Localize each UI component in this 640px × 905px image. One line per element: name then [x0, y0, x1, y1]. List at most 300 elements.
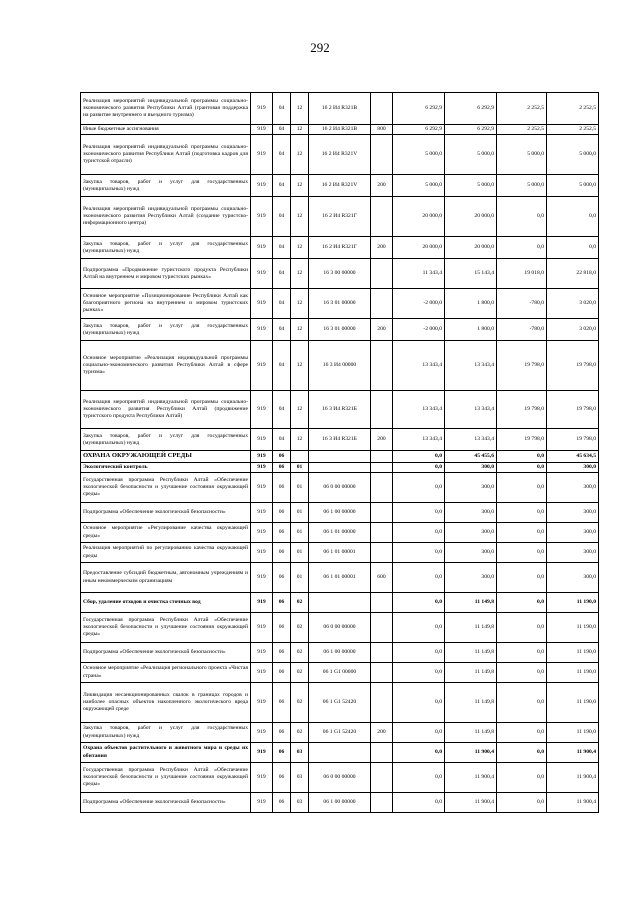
- row-expense-type: 200: [371, 237, 393, 259]
- row-amount-change-2: 0,0: [497, 451, 547, 463]
- row-admin-code: 919: [251, 643, 273, 663]
- table-row: [81, 613, 599, 643]
- row-amount-change-2: 0,0: [497, 593, 547, 613]
- row-section-code: 04: [273, 135, 291, 175]
- row-expense-type: [371, 462, 393, 472]
- row-amount-change-2: -780,0: [497, 319, 547, 341]
- row-admin-code: 919: [251, 429, 273, 451]
- row-subsection-code: 12: [291, 429, 309, 451]
- row-name: Основное мероприятие «Реализация индивидуальной программы социально-экономического развития Республики Алтай в сфере туризма»: [81, 341, 251, 391]
- row-amount-change-2: 0,0: [497, 743, 547, 763]
- row-amount-change-1: 0,0: [393, 743, 445, 763]
- row-expense-type: [371, 543, 393, 563]
- row-target-article: [309, 451, 371, 463]
- row-expense-type: [371, 289, 393, 319]
- row-amount-change-2: -780,0: [497, 289, 547, 319]
- table-row: [81, 473, 599, 503]
- row-name: Основное мероприятие «Реализация регионального проекта «Чистая страна»: [81, 663, 251, 683]
- row-subsection-code: 01: [291, 563, 309, 593]
- row-amount-change-2: 0,0: [497, 503, 547, 523]
- row-amount-total-2: 5 000,0: [547, 175, 599, 197]
- row-section-code: 06: [273, 451, 291, 463]
- row-name: Реализация мероприятий индивидуальной программы социально-экономического развития Республики Алтай (создание туристско-информационного центра): [81, 197, 251, 237]
- row-section-code: 06: [273, 763, 291, 793]
- table-row: [81, 543, 599, 563]
- row-section-code: 04: [273, 429, 291, 451]
- row-subsection-code: 01: [291, 462, 309, 472]
- row-admin-code: 919: [251, 135, 273, 175]
- row-amount-total-1: 300,0: [445, 503, 497, 523]
- row-subsection-code: 01: [291, 523, 309, 543]
- row-section-code: 06: [273, 613, 291, 643]
- row-name: Закупка товаров, работ и услуг для государственных (муниципальных) нужд: [81, 429, 251, 451]
- row-amount-total-1: 15 143,4: [445, 259, 497, 289]
- row-expense-type: [371, 259, 393, 289]
- row-amount-change-1: 5 000,0: [393, 135, 445, 175]
- row-subsection-code: 02: [291, 683, 309, 723]
- table-row: [81, 125, 599, 135]
- row-amount-change-1: 13 343,4: [393, 391, 445, 429]
- row-amount-change-1: 0,0: [393, 563, 445, 593]
- row-subsection-code: 12: [291, 319, 309, 341]
- table-row: [81, 663, 599, 683]
- row-target-article: 06 0 00 00000: [309, 613, 371, 643]
- row-target-article: 06 1 G1 52420: [309, 683, 371, 723]
- row-amount-total-1: 20 000,0: [445, 237, 497, 259]
- row-amount-change-2: 0,0: [497, 613, 547, 643]
- row-name: Закупка товаров, работ и услуг для государственных (муниципальных) нужд: [81, 319, 251, 341]
- row-subsection-code: 12: [291, 93, 309, 125]
- row-name: Охрана объектов растительного и животного мира и среды их обитания: [81, 743, 251, 763]
- row-amount-change-1: 20 000,0: [393, 197, 445, 237]
- row-amount-change-1: 0,0: [393, 451, 445, 463]
- row-expense-type: 200: [371, 429, 393, 451]
- row-expense-type: [371, 451, 393, 463]
- row-amount-total-2: 3 020,0: [547, 289, 599, 319]
- row-amount-total-1: 11 149,8: [445, 643, 497, 663]
- table-row: [81, 237, 599, 259]
- row-target-article: 06 1 00 00000: [309, 793, 371, 813]
- row-name: Иные бюджетные ассигнования: [81, 125, 251, 135]
- row-admin-code: 919: [251, 125, 273, 135]
- row-amount-total-1: 11 149,8: [445, 683, 497, 723]
- row-name: Государственная программа Республики Алтай «Обеспечение экологической безопасности и улучшение состояния окружающей среды»: [81, 763, 251, 793]
- row-amount-change-1: 0,0: [393, 643, 445, 663]
- row-subsection-code: 02: [291, 663, 309, 683]
- row-subsection-code: 12: [291, 259, 309, 289]
- row-expense-type: [371, 135, 393, 175]
- table-row: [81, 341, 599, 391]
- row-section-code: 04: [273, 93, 291, 125]
- row-amount-total-1: 13 343,4: [445, 341, 497, 391]
- row-name: Реализация мероприятий индивидуальной программы социально-экономического развития Республики Алтай (подготовка кадров для туристской отрасли): [81, 135, 251, 175]
- row-section-code: 06: [273, 793, 291, 813]
- row-amount-total-1: 11 900,4: [445, 793, 497, 813]
- row-admin-code: 919: [251, 237, 273, 259]
- row-target-article: 16 3 И4 R321Б: [309, 391, 371, 429]
- row-target-article: 06 1 G1 00000: [309, 663, 371, 683]
- row-name: ОХРАНА ОКРУЖАЮЩЕЙ СРЕДЫ: [81, 451, 251, 463]
- row-amount-total-2: 2 252,5: [547, 93, 599, 125]
- row-amount-change-1: 0,0: [393, 763, 445, 793]
- row-subsection-code: 02: [291, 643, 309, 663]
- row-amount-change-2: 0,0: [497, 523, 547, 543]
- row-section-code: 04: [273, 391, 291, 429]
- row-subsection-code: 12: [291, 289, 309, 319]
- row-expense-type: [371, 391, 393, 429]
- row-target-article: [309, 593, 371, 613]
- row-amount-total-1: 11 149,8: [445, 663, 497, 683]
- row-expense-type: [371, 341, 393, 391]
- row-amount-total-1: 300,0: [445, 563, 497, 593]
- row-amount-change-1: 0,0: [393, 473, 445, 503]
- row-amount-total-2: 300,0: [547, 473, 599, 503]
- row-expense-type: 200: [371, 175, 393, 197]
- row-subsection-code: 03: [291, 793, 309, 813]
- row-section-code: 04: [273, 197, 291, 237]
- row-admin-code: 919: [251, 503, 273, 523]
- row-admin-code: 919: [251, 663, 273, 683]
- row-target-article: 16 2 И4 R321V: [309, 135, 371, 175]
- row-expense-type: 600: [371, 563, 393, 593]
- budget-table: [80, 92, 599, 813]
- row-amount-change-2: 2 252,5: [497, 93, 547, 125]
- row-admin-code: 919: [251, 763, 273, 793]
- row-admin-code: 919: [251, 473, 273, 503]
- row-expense-type: [371, 743, 393, 763]
- row-expense-type: [371, 793, 393, 813]
- row-subsection-code: 12: [291, 135, 309, 175]
- row-amount-change-2: 19 018,0: [497, 259, 547, 289]
- row-section-code: 06: [273, 523, 291, 543]
- row-target-article: 16 3 01 00000: [309, 289, 371, 319]
- table-row: [81, 503, 599, 523]
- row-expense-type: [371, 613, 393, 643]
- row-amount-total-1: 1 800,0: [445, 289, 497, 319]
- row-subsection-code: 12: [291, 391, 309, 429]
- row-name: Подпрограмма «Обеспечение экологической безопасности»: [81, 793, 251, 813]
- row-amount-change-2: 0,0: [497, 723, 547, 743]
- row-section-code: 04: [273, 237, 291, 259]
- row-amount-change-1: 0,0: [393, 683, 445, 723]
- row-subsection-code: 02: [291, 613, 309, 643]
- row-amount-total-2: 300,0: [547, 563, 599, 593]
- row-name: Закупка товаров, работ и услуг для государственных (муниципальных) нужд: [81, 175, 251, 197]
- table-row: [81, 462, 599, 472]
- page-number: 292: [310, 40, 330, 55]
- row-name: Государственная программа Республики Алтай «Обеспечение экологической безопасности и улучшение состояния окружающей среды»: [81, 613, 251, 643]
- row-amount-total-2: 0,0: [547, 197, 599, 237]
- row-admin-code: 919: [251, 175, 273, 197]
- row-name: Закупка товаров, работ и услуг для государственных (муниципальных) нужд: [81, 723, 251, 743]
- row-subsection-code: 03: [291, 763, 309, 793]
- table-row: [81, 723, 599, 743]
- row-amount-total-2: 19 798,0: [547, 341, 599, 391]
- row-target-article: 06 0 00 00000: [309, 473, 371, 503]
- table-row: [81, 429, 599, 451]
- row-amount-total-2: 11 190,0: [547, 613, 599, 643]
- row-amount-change-2: 5 000,0: [497, 175, 547, 197]
- row-amount-change-1: 0,0: [393, 523, 445, 543]
- row-amount-change-1: 11 343,4: [393, 259, 445, 289]
- row-amount-change-1: -2 000,0: [393, 289, 445, 319]
- row-section-code: 04: [273, 341, 291, 391]
- row-amount-total-1: 20 000,0: [445, 197, 497, 237]
- row-amount-change-1: -2 000,0: [393, 319, 445, 341]
- row-amount-total-1: 5 000,0: [445, 135, 497, 175]
- row-amount-total-2: 300,0: [547, 523, 599, 543]
- row-section-code: 04: [273, 319, 291, 341]
- row-expense-type: [371, 763, 393, 793]
- row-section-code: 06: [273, 663, 291, 683]
- row-target-article: 06 1 01 00000: [309, 523, 371, 543]
- row-amount-change-2: 0,0: [497, 197, 547, 237]
- row-name: Ликвидация несанкционированных свалок в границах городов и наиболее опасных объектов накопленного экологического вреда окружающей среде: [81, 683, 251, 723]
- row-amount-total-1: 11 149,8: [445, 613, 497, 643]
- row-amount-change-2: 0,0: [497, 793, 547, 813]
- row-name: Подпрограмма «Обеспечение экологической безопасности»: [81, 503, 251, 523]
- row-expense-type: 800: [371, 125, 393, 135]
- row-expense-type: [371, 93, 393, 125]
- row-section-code: 04: [273, 289, 291, 319]
- table-row: [81, 593, 599, 613]
- row-amount-total-1: 11 900,4: [445, 743, 497, 763]
- row-name: Экологический контроль: [81, 462, 251, 472]
- table-row: [81, 289, 599, 319]
- row-subsection-code: 12: [291, 125, 309, 135]
- row-amount-change-2: 0,0: [497, 563, 547, 593]
- row-amount-change-1: 13 343,4: [393, 341, 445, 391]
- row-amount-total-1: 11 149,8: [445, 593, 497, 613]
- table-row: [81, 135, 599, 175]
- row-amount-total-2: 11 190,0: [547, 723, 599, 743]
- row-name: Сбор, удаление отходов и очистка сточных вод: [81, 593, 251, 613]
- row-admin-code: 919: [251, 259, 273, 289]
- row-expense-type: 200: [371, 723, 393, 743]
- row-admin-code: 919: [251, 319, 273, 341]
- row-amount-change-1: 5 000,0: [393, 175, 445, 197]
- table-row: [81, 319, 599, 341]
- row-section-code: 06: [273, 473, 291, 503]
- row-amount-change-1: 0,0: [393, 462, 445, 472]
- row-subsection-code: 12: [291, 197, 309, 237]
- row-amount-change-2: 0,0: [497, 683, 547, 723]
- row-target-article: 16 3 01 00000: [309, 319, 371, 341]
- row-amount-total-2: 300,0: [547, 462, 599, 472]
- row-admin-code: 919: [251, 613, 273, 643]
- row-amount-total-1: 300,0: [445, 473, 497, 503]
- row-admin-code: 919: [251, 563, 273, 593]
- row-name: Государственная программа Республики Алтай «Обеспечение экологической безопасности и улучшение состояния окружающей среды»: [81, 473, 251, 503]
- row-name: Подпрограмма «Обеспечение экологической безопасности»: [81, 643, 251, 663]
- row-target-article: [309, 743, 371, 763]
- row-section-code: 06: [273, 462, 291, 472]
- row-amount-change-2: 0,0: [497, 237, 547, 259]
- row-amount-change-2: 0,0: [497, 473, 547, 503]
- row-expense-type: [371, 683, 393, 723]
- row-target-article: [309, 462, 371, 472]
- row-amount-change-2: 2 252,5: [497, 125, 547, 135]
- table-row: [81, 391, 599, 429]
- row-admin-code: 919: [251, 683, 273, 723]
- row-subsection-code: 02: [291, 593, 309, 613]
- row-subsection-code: 12: [291, 237, 309, 259]
- row-amount-change-1: 0,0: [393, 613, 445, 643]
- row-admin-code: 919: [251, 543, 273, 563]
- table-row: [81, 197, 599, 237]
- row-name: Подпрограмма «Продвижение туристского продукта Республики Алтай на внутреннем и мировом туристских рынках»: [81, 259, 251, 289]
- row-name: Основное мероприятие «Позиционирование Республики Алтай как благоприятного региона на внутреннем и мировом туристских рынках»: [81, 289, 251, 319]
- row-admin-code: 919: [251, 743, 273, 763]
- row-amount-change-1: 20 000,0: [393, 237, 445, 259]
- row-amount-change-1: 6 292,9: [393, 93, 445, 125]
- row-amount-change-1: 13 343,4: [393, 429, 445, 451]
- row-section-code: 06: [273, 643, 291, 663]
- row-target-article: 06 1 00 00000: [309, 643, 371, 663]
- row-amount-total-2: 11 900,4: [547, 793, 599, 813]
- row-target-article: 16 2 И4 R321V: [309, 175, 371, 197]
- row-expense-type: [371, 523, 393, 543]
- row-amount-total-1: 300,0: [445, 543, 497, 563]
- row-amount-total-2: 5 000,0: [547, 135, 599, 175]
- row-amount-change-1: 0,0: [393, 793, 445, 813]
- row-amount-change-2: 19 798,0: [497, 341, 547, 391]
- row-amount-total-1: 6 292,9: [445, 93, 497, 125]
- row-amount-change-2: 19 798,0: [497, 429, 547, 451]
- row-amount-change-2: 0,0: [497, 643, 547, 663]
- row-subsection-code: 12: [291, 175, 309, 197]
- row-section-code: 06: [273, 503, 291, 523]
- row-amount-change-1: 0,0: [393, 543, 445, 563]
- row-expense-type: [371, 593, 393, 613]
- row-amount-total-1: 5 000,0: [445, 175, 497, 197]
- row-amount-total-2: 11 900,4: [547, 763, 599, 793]
- row-amount-total-2: 11 190,0: [547, 593, 599, 613]
- row-amount-change-1: 0,0: [393, 723, 445, 743]
- row-admin-code: 919: [251, 341, 273, 391]
- row-admin-code: 919: [251, 391, 273, 429]
- row-amount-change-2: 5 000,0: [497, 135, 547, 175]
- row-name: Закупка товаров, работ и услуг для государственных (муниципальных) нужд: [81, 237, 251, 259]
- row-admin-code: 919: [251, 93, 273, 125]
- row-subsection-code: 01: [291, 543, 309, 563]
- row-target-article: 06 0 00 00000: [309, 763, 371, 793]
- row-amount-total-1: 300,0: [445, 462, 497, 472]
- row-amount-change-2: 0,0: [497, 462, 547, 472]
- row-expense-type: 200: [371, 319, 393, 341]
- row-target-article: 16 2 И4 R321Г: [309, 237, 371, 259]
- row-section-code: 06: [273, 563, 291, 593]
- row-admin-code: 919: [251, 462, 273, 472]
- row-amount-total-1: 11 149,8: [445, 723, 497, 743]
- row-amount-total-1: 300,0: [445, 523, 497, 543]
- row-target-article: 06 1 00 00000: [309, 503, 371, 523]
- row-admin-code: 919: [251, 523, 273, 543]
- row-admin-code: 919: [251, 593, 273, 613]
- row-subsection-code: 03: [291, 743, 309, 763]
- row-amount-total-2: 3 020,0: [547, 319, 599, 341]
- table-row: [81, 451, 599, 463]
- row-amount-total-1: 13 343,4: [445, 429, 497, 451]
- row-admin-code: 919: [251, 197, 273, 237]
- row-admin-code: 919: [251, 793, 273, 813]
- row-name: Предоставление субсидий бюджетным, автономным учреждениям и иным некоммерческим организациям: [81, 563, 251, 593]
- row-section-code: 06: [273, 743, 291, 763]
- row-target-article: 06 1 01 00001: [309, 543, 371, 563]
- row-amount-total-2: 11 190,0: [547, 683, 599, 723]
- table-row: [81, 93, 599, 125]
- row-subsection-code: 01: [291, 503, 309, 523]
- row-target-article: 16 2 И4 R321B: [309, 93, 371, 125]
- row-subsection-code: [291, 451, 309, 463]
- row-amount-change-2: 19 798,0: [497, 391, 547, 429]
- row-section-code: 06: [273, 683, 291, 723]
- table-row: [81, 643, 599, 663]
- row-amount-total-1: 11 900,4: [445, 763, 497, 793]
- row-section-code: 06: [273, 723, 291, 743]
- row-amount-total-1: 45 455,6: [445, 451, 497, 463]
- row-amount-total-2: 22 818,0: [547, 259, 599, 289]
- row-target-article: 16 3 00 00000: [309, 259, 371, 289]
- table-row: [81, 259, 599, 289]
- row-amount-total-2: 19 798,0: [547, 429, 599, 451]
- row-target-article: 06 1 G1 52420: [309, 723, 371, 743]
- row-target-article: 16 2 И4 R321B: [309, 125, 371, 135]
- row-amount-total-2: 19 798,0: [547, 391, 599, 429]
- row-section-code: 06: [273, 593, 291, 613]
- table-row: [81, 523, 599, 543]
- row-amount-total-2: 300,0: [547, 503, 599, 523]
- row-expense-type: [371, 197, 393, 237]
- budget-table-body: [81, 93, 599, 813]
- row-amount-total-2: 11 190,0: [547, 663, 599, 683]
- row-amount-total-1: 13 343,4: [445, 391, 497, 429]
- row-subsection-code: 01: [291, 473, 309, 503]
- row-amount-total-2: 2 252,5: [547, 125, 599, 135]
- row-amount-change-1: 6 292,9: [393, 125, 445, 135]
- row-name: Основное мероприятие «Регулирование качества окружающей среды»: [81, 523, 251, 543]
- table-row: [81, 683, 599, 723]
- row-expense-type: [371, 663, 393, 683]
- row-amount-total-2: 11 190,0: [547, 643, 599, 663]
- row-amount-total-1: 1 800,0: [445, 319, 497, 341]
- row-amount-change-2: 0,0: [497, 763, 547, 793]
- row-admin-code: 919: [251, 289, 273, 319]
- row-amount-total-2: 0,0: [547, 237, 599, 259]
- row-subsection-code: 02: [291, 723, 309, 743]
- row-amount-change-1: 0,0: [393, 503, 445, 523]
- row-expense-type: [371, 473, 393, 503]
- row-amount-total-2: 300,0: [547, 543, 599, 563]
- table-row: [81, 563, 599, 593]
- row-amount-change-2: 0,0: [497, 663, 547, 683]
- row-name: Реализация мероприятий индивидуальной программы социально-экономического развития Республики Алтай (продвижение туристского продукта Республики Алтай): [81, 391, 251, 429]
- row-amount-total-2: 45 634,5: [547, 451, 599, 463]
- row-name: Реализация мероприятий по регулированию качества окружающей среды: [81, 543, 251, 563]
- row-amount-change-1: 0,0: [393, 593, 445, 613]
- row-section-code: 04: [273, 125, 291, 135]
- row-amount-change-2: 0,0: [497, 543, 547, 563]
- row-target-article: 16 2 И4 R321Г: [309, 197, 371, 237]
- row-section-code: 06: [273, 543, 291, 563]
- row-admin-code: 919: [251, 723, 273, 743]
- row-amount-total-1: 6 292,9: [445, 125, 497, 135]
- row-expense-type: [371, 643, 393, 663]
- row-target-article: 06 1 01 00001: [309, 563, 371, 593]
- row-target-article: 16 3 И4 00000: [309, 341, 371, 391]
- row-section-code: 04: [273, 259, 291, 289]
- row-name: Реализация мероприятий индивидуальной программы социально-экономического развития Республики Алтай (грантовая поддержка на развитие внутреннего и въездного туризма): [81, 93, 251, 125]
